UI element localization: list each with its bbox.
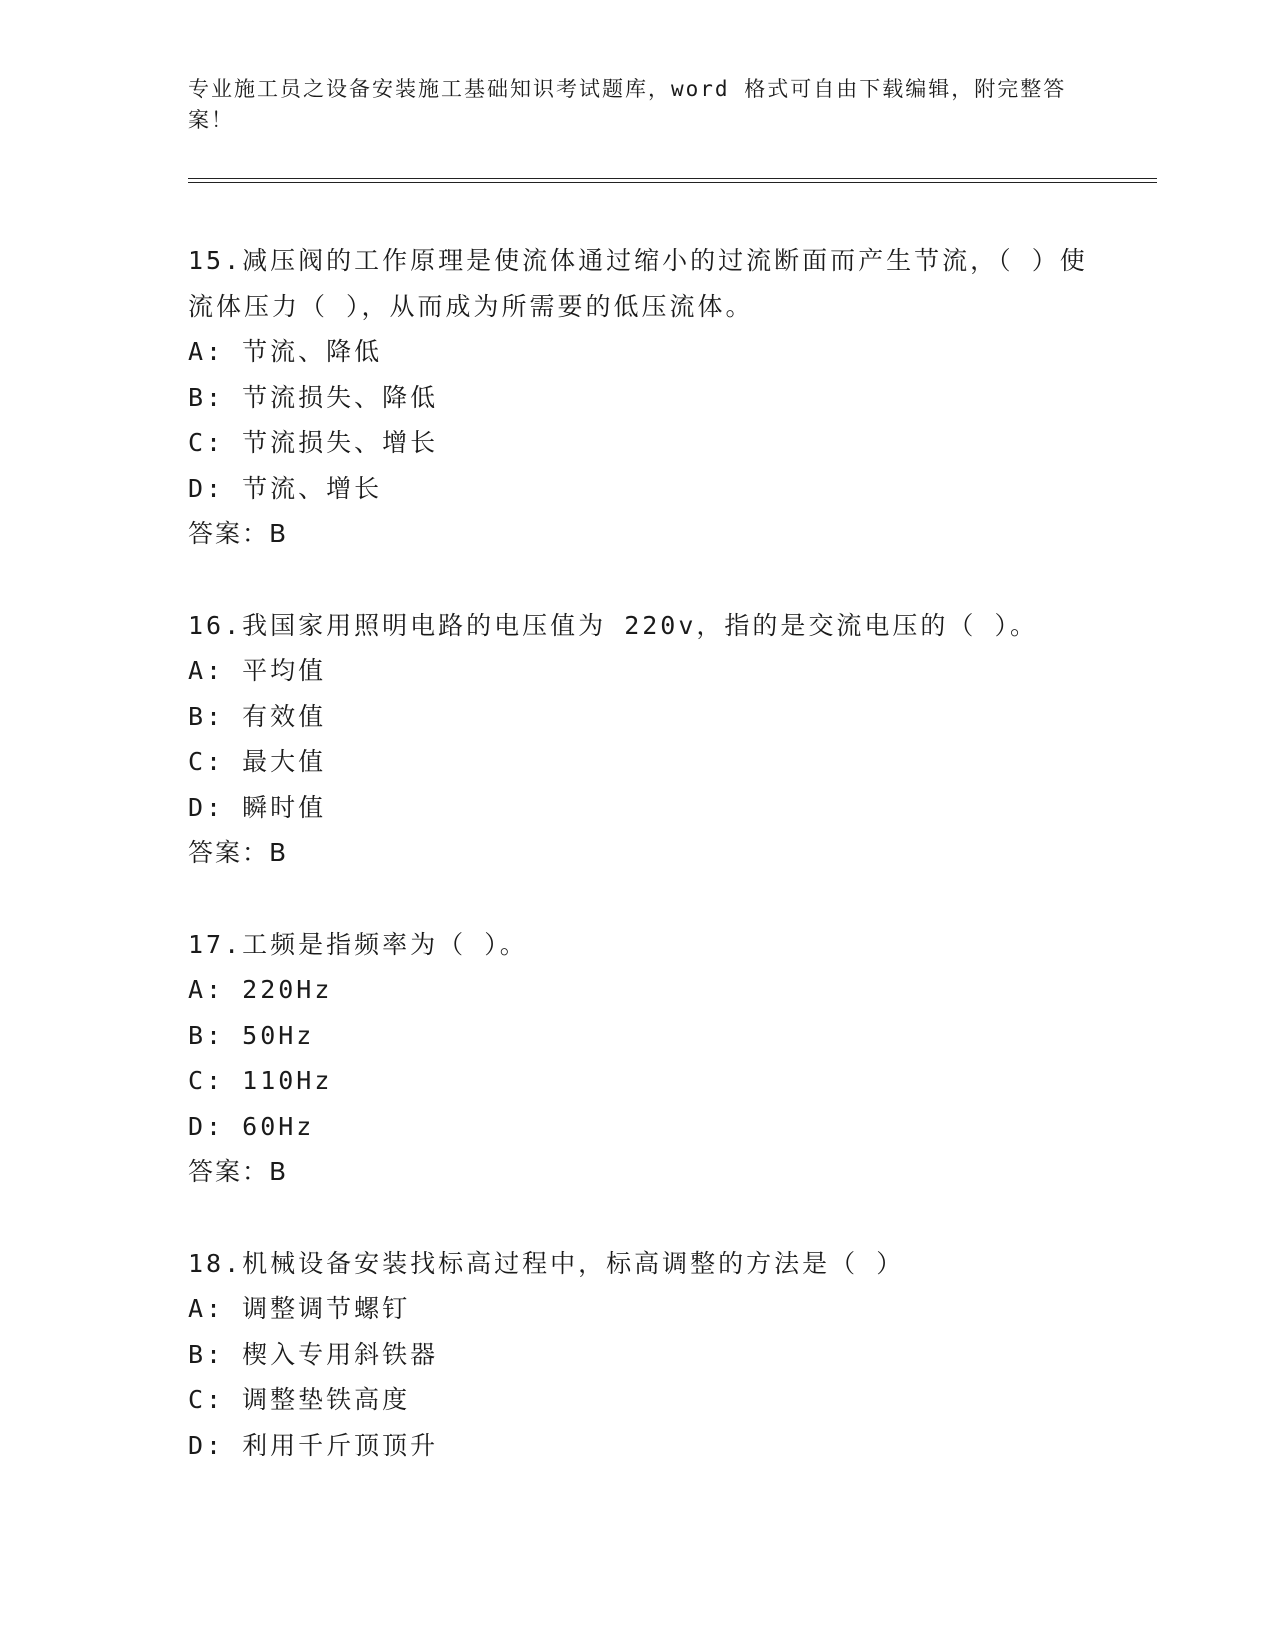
question-stem: 17.工频是指频率为（ ）。 [188,929,528,959]
option-a: A: 220Hz [188,975,333,1004]
header-divider-top [188,178,1157,179]
option-c: C: 110Hz [188,1066,333,1095]
question-16 [188,603,1088,876]
header-divider-bottom [188,182,1157,183]
option-d: D: 节流、增长 [188,473,383,503]
option-b: B: 节流损失、降低 [188,382,439,412]
option-d: D: 瞬时值 [188,792,327,822]
option-d: D: 利用千斤顶顶升 [188,1430,439,1460]
question-stem: 18.机械设备安装找标高过程中，标高调整的方法是（ ） [188,1248,905,1278]
question-list [188,238,1088,1468]
answer-label: 答案：B [188,519,289,548]
question-stem: 16.我国家用照明电路的电压值为 220v，指的是交流电压的（ ）。 [188,610,1038,640]
option-b: B: 楔入专用斜铁器 [188,1339,439,1369]
question-15 [188,238,1088,557]
option-c: C: 调整垫铁高度 [188,1385,411,1414]
document-header: 专业施工员之设备安装施工基础知识考试题库，word 格式可自由下载编辑，附完整答案！ [188,77,1067,132]
option-b: B: 有效值 [188,701,327,731]
question-17 [188,922,1088,1195]
option-a: A: 调整调节螺钉 [188,1294,411,1323]
question-18 [188,1241,1088,1469]
option-d: D: 60Hz [188,1111,315,1141]
question-stem: 15.减压阀的工作原理是使流体通过缩小的过流断面而产生节流，（ ）使流体压力（ ），从而成为所需要的低压流体。 [188,246,1088,321]
answer-label: 答案：B [188,838,289,867]
option-a: A: 平均值 [188,656,327,685]
option-a: A: 节流、降低 [188,337,383,366]
option-c: C: 最大值 [188,747,327,776]
answer-label: 答案：B [188,1157,289,1186]
option-b: B: 50Hz [188,1020,315,1050]
option-c: C: 节流损失、增长 [188,428,439,457]
